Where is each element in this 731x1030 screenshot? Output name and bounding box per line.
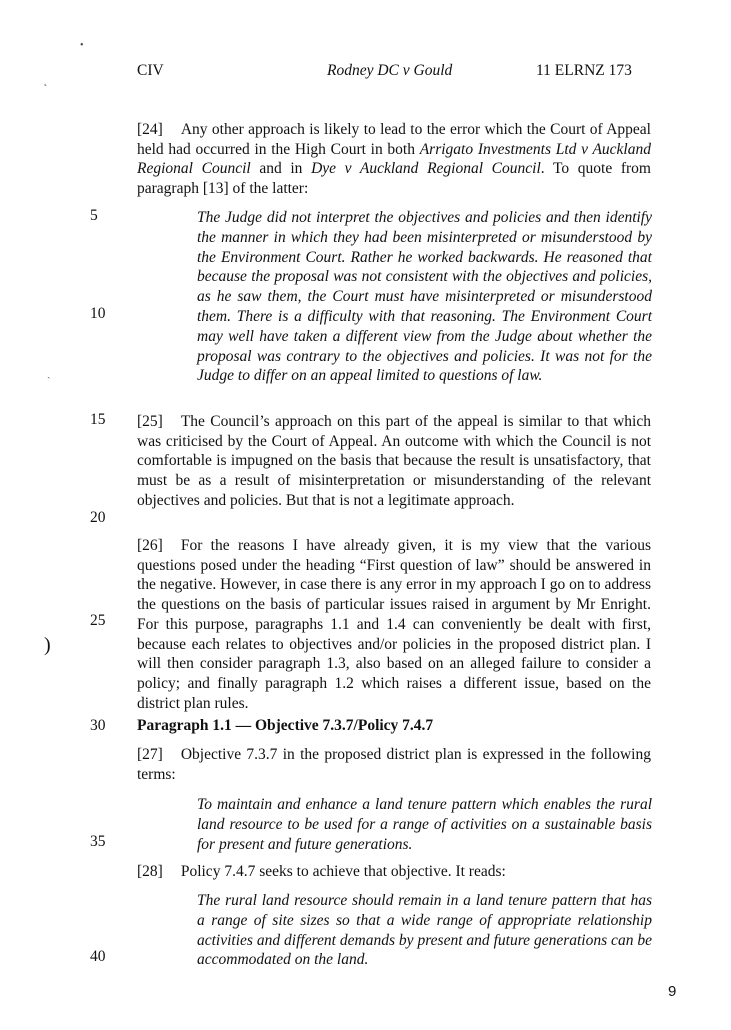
line-number: 40: [90, 948, 106, 965]
paragraph-number: [27]: [137, 746, 163, 763]
paragraph-28: [137, 862, 651, 882]
scan-mark: ˛: [44, 76, 48, 87]
paragraph-text: . To quote from paragraph [13] of the latter:: [137, 160, 651, 198]
paragraph-text: Objective 7.3.7 in the proposed district plan is expressed in the following terms:: [137, 746, 651, 783]
paragraph-text: The Council’s approach on this part of the appeal is similar to that which was criticised by the Court of Appeal. An outcome with which the Council is not comfortable is impugned on the basis that because the result is unsatisfactory, that must be as a result of misinterpretation or misunderstanding of the relevant objectives and policies. But that is not a legitimate approach.: [137, 413, 651, 509]
block-quote: To maintain and enhance a land tenure pattern which enables the rural land resource to be used for a range of activities on a sustainable basis for present and future generations.: [197, 796, 652, 853]
paragraph-text: and in: [250, 160, 312, 178]
paragraph-text: Any other approach is likely to lead to the error which the Court of Appeal held had occurred in the High Court in both: [137, 121, 651, 158]
paragraph-number: [24]: [137, 121, 163, 138]
line-number: 5: [90, 207, 98, 224]
line-number: 10: [90, 305, 106, 322]
line-number: 15: [90, 411, 106, 428]
line-number: 35: [90, 833, 106, 850]
paragraph-number: [28]: [137, 863, 163, 880]
case-citation: Arrigato Investments Ltd v Auckland Regional Council: [137, 140, 651, 178]
header-left: CIV: [137, 62, 164, 79]
paragraph-25: [137, 412, 651, 511]
paragraph-number: [26]: [137, 537, 163, 554]
paragraph-text: For the reasons I have already given, it is my view that the various questions posed under the heading “First question of law” should be answered in the negative. However, in case there is any error in my approach I go on to address the questions on the basis of particular issues raised in argument by Mr Enright. For this purpose, paragraphs 1.1 and 1.4 can conveniently be dealt with first, because each relates to objectives and/or policies in the proposed district plan. I will then consider paragraph 1.3, also based on an alleged failure to consider a policy; and finally paragraph 1.2 which raises a different issue, based on the district plan rules.: [137, 537, 651, 712]
block-quote: The rural land resource should remain in a land tenure pattern that has a range of site sizes so that a wide range of appropriate relationship activities and different demands by present and future generations can be accommodated on the land.: [197, 892, 652, 969]
line-number: 20: [90, 509, 106, 526]
block-quote: The Judge did not interpret the objectives and policies and then identify the manner in which they had been misinterpreted or misunderstood by the Environment Court. Rather he worked backwards. He reasoned that because the proposal was not consistent with the objectives and policies, as he saw them, the Court must have misinterpreted or misunderstood them. There is a difficulty with that reasoning. The Environment Court may well have taken a different view from the Judge about whether the proposal was contrary to the objectives and policies. It was not for the Judge to differ on an appeal limited to questions of law.: [197, 209, 652, 385]
paragraph-number: [25]: [137, 413, 163, 430]
header-center: Rodney DC v Gould: [327, 62, 453, 79]
page-number: 9: [668, 983, 677, 1000]
paragraph-27: [137, 745, 651, 784]
section-heading: Paragraph 1.1 — Objective 7.3.7/Policy 7.4.7: [137, 717, 434, 734]
case-citation: Dye v Auckland Regional Council: [311, 160, 541, 178]
paragraph-text: Policy 7.4.7 seeks to achieve that objective. It reads:: [180, 863, 506, 880]
scan-mark: ): [44, 634, 51, 656]
scan-mark: •: [80, 40, 84, 51]
line-number: 30: [90, 717, 106, 734]
paragraph-26: [137, 536, 651, 713]
scan-mark: ˏ: [47, 368, 51, 379]
paragraph-24: [137, 120, 651, 199]
line-number: 25: [90, 612, 106, 629]
header-right: 11 ELRNZ 173: [536, 62, 632, 79]
